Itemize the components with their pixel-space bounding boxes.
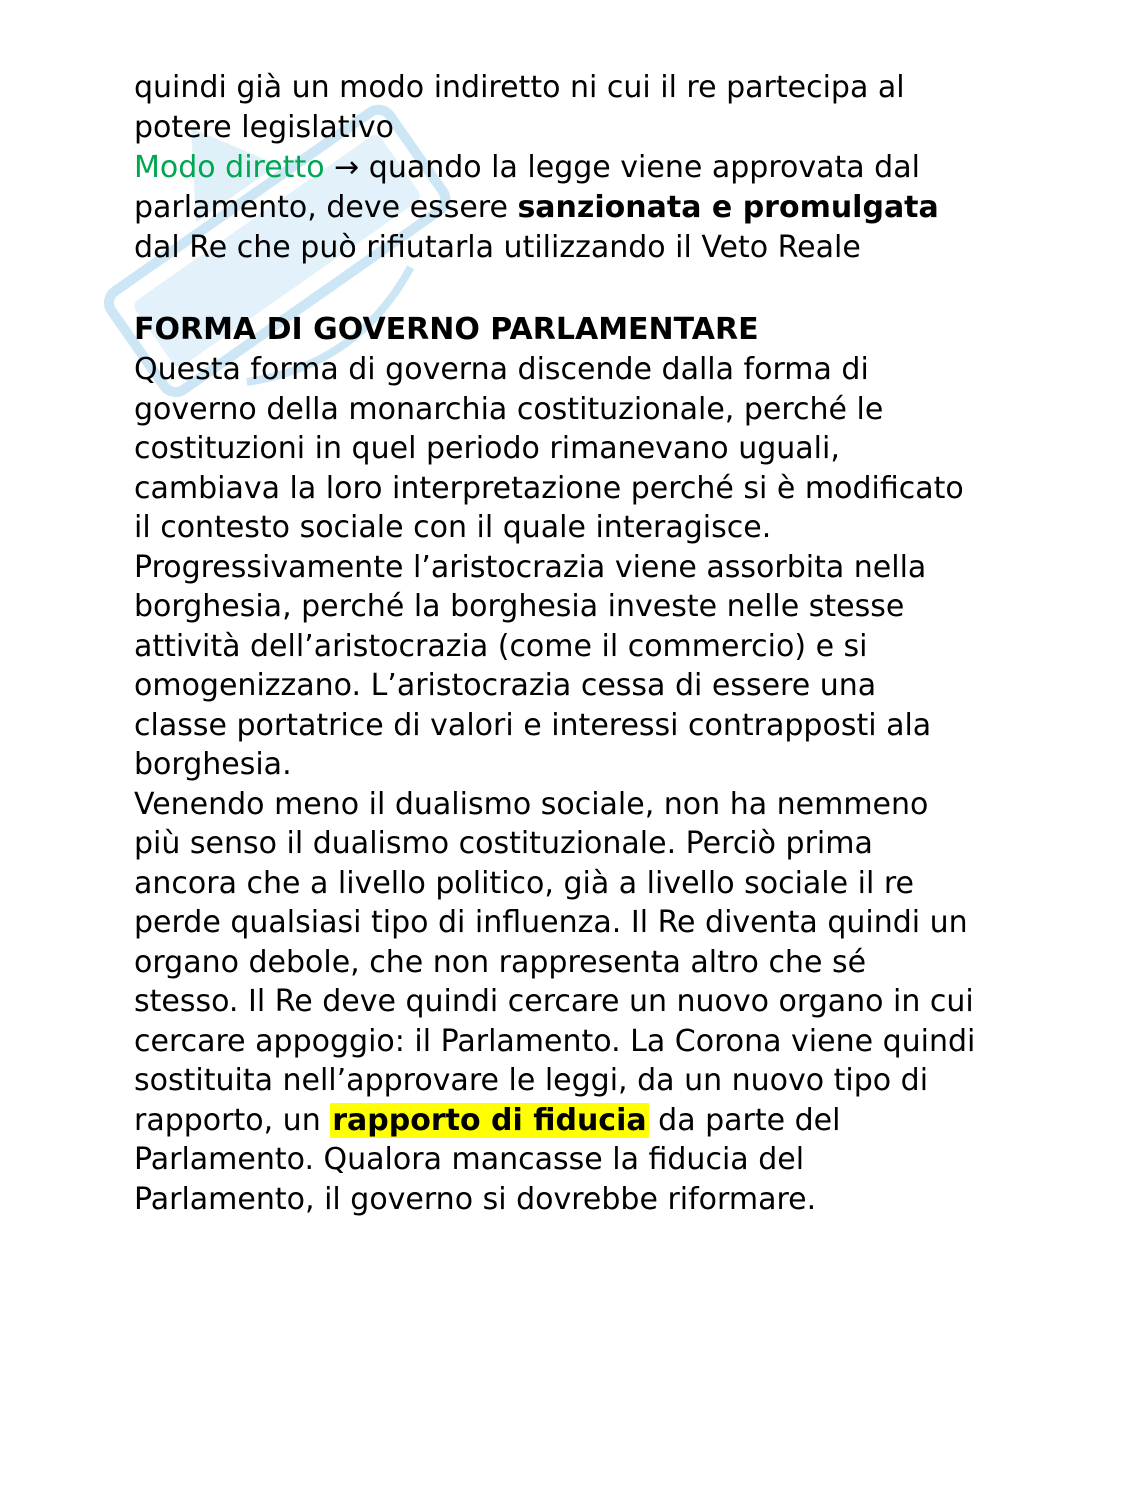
sanzionata-bold-text: sanzionata e promulgata <box>517 190 939 225</box>
intro-line-1: quindi già un modo indiretto ni cui il re partecipa al <box>134 70 905 105</box>
intro-line-4-start: parlamento, deve essere <box>134 190 518 225</box>
body-line: più senso il dualismo costituzionale. Perciò prima <box>134 826 873 861</box>
body-line: Progressivamente l’aristocrazia viene assorbita nella <box>134 549 927 585</box>
body-line: Parlamento, il governo si dovrebbe riformare. <box>134 1181 817 1217</box>
body-line: cambiava la loro interpretazione perché si è modificato <box>134 470 964 506</box>
body-line: governo della monarchia costituzionale, perché le <box>134 391 884 427</box>
highlight-line-end: da parte del <box>648 1102 841 1138</box>
intro-line-5: dal Re che può rifiutarla utilizzando il Veto Reale <box>134 230 861 265</box>
body-line: il contesto sociale con il quale interagisce. <box>134 510 772 545</box>
body-line: omogenizzano. L’aristocrazia cessa di essere una <box>134 668 877 703</box>
body-line: perde qualsiasi tipo di influenza. Il Re diventa quindi un <box>134 905 968 940</box>
body-line: costituzioni in quel periodo rimanevano uguali, <box>134 431 840 466</box>
body-line: Parlamento. Qualora mancasse la fiducia del <box>134 1142 805 1177</box>
body-line: borghesia, perché la borghesia investe nelle stesse <box>134 589 905 624</box>
arrow-icon: → <box>334 150 360 185</box>
rapporto-di-fiducia-highlight: rapporto di fiducia <box>332 1102 647 1138</box>
section-body <box>134 350 1094 1219</box>
body-line: borghesia. <box>134 747 292 782</box>
body-line: Venendo meno il dualismo sociale, non ha nemmeno <box>134 786 929 822</box>
document-page <box>134 68 1094 1219</box>
highlight-line <box>134 1101 1094 1141</box>
intro-line-2: potere legislativo <box>134 110 395 145</box>
body-line: attività dell’aristocrazia (come il commercio) e si <box>134 628 868 664</box>
intro-line-4 <box>134 188 1094 228</box>
body-line: Questa forma di governa discende dalla forma di <box>134 352 869 387</box>
modo-diretto-label: Modo diretto <box>134 150 325 185</box>
highlight-line-start: rapporto, un <box>134 1102 331 1138</box>
body-line: stesso. Il Re deve quindi cercare un nuovo organo in cui <box>134 984 974 1019</box>
section-heading: FORMA DI GOVERNO PARLAMENTARE <box>134 312 759 347</box>
body-line: sostituita nell’approvare le leggi, da un nuovo tipo di <box>134 1063 929 1098</box>
intro-line-3-rest: quando la legge viene approvata dal <box>359 150 920 185</box>
body-line: ancora che a livello politico, già a livello sociale il re <box>134 865 914 901</box>
body-line: organo debole, che non rappresenta altro che sé <box>134 944 867 980</box>
intro-line-3 <box>134 148 1094 188</box>
body-line: classe portatrice di valori e interessi contrapposti ala <box>134 707 932 743</box>
body-line: cercare appoggio: il Parlamento. La Corona viene quindi <box>134 1023 976 1059</box>
